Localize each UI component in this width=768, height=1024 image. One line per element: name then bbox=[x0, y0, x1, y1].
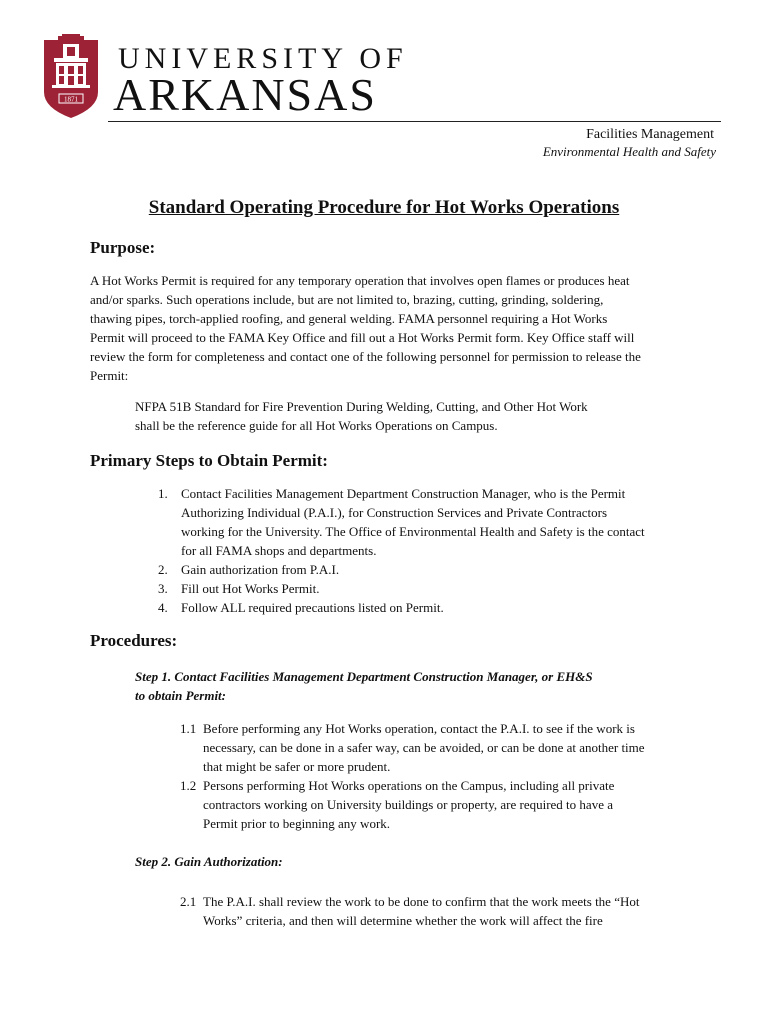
list-number: 3. bbox=[158, 581, 168, 596]
text-line: review the form for completeness and contact one of the following personnel for permission to release the bbox=[90, 349, 641, 364]
text-line: A Hot Works Permit is required for any temporary operation that involves open flames or produces heat bbox=[90, 273, 630, 288]
primary-steps-list bbox=[150, 484, 690, 617]
text-line: Works” criteria, and then will determine whether the work will affect the fire bbox=[203, 913, 603, 928]
list-number: 2. bbox=[158, 562, 168, 577]
logo-arkansas: ARKANSAS bbox=[113, 69, 377, 120]
text-line: working for the University. The Office of Environmental Health and Safety is the contact bbox=[181, 524, 645, 539]
header-rule bbox=[108, 121, 721, 122]
document-title: Standard Operating Procedure for Hot Works Operations bbox=[148, 197, 620, 218]
primary-steps-heading: Primary Steps to Obtain Permit: bbox=[90, 451, 328, 470]
step-2-list bbox=[180, 892, 700, 930]
list-number: 2.1 bbox=[180, 894, 197, 909]
list-item bbox=[180, 776, 700, 833]
text-line: Permit: bbox=[90, 368, 129, 383]
text-line: Authorizing Individual (P.A.I.), for Construction Services and Private Contractors bbox=[181, 505, 608, 520]
list-item bbox=[180, 719, 700, 776]
text-line: Gain authorization from P.A.I. bbox=[181, 562, 340, 577]
logo-university-of: UNIVERSITY OF bbox=[118, 42, 408, 75]
text-line: Contact Facilities Management Department Construction Manager, who is the Permit bbox=[181, 486, 626, 501]
step-1-heading bbox=[135, 667, 695, 705]
nfpa-reference-paragraph bbox=[135, 397, 655, 435]
text-line: necessary, can be done in a safer way, can be avoided, or can be done at another time bbox=[203, 740, 645, 755]
text-line: shall be the reference guide for all Hot Works Operations on Campus. bbox=[135, 418, 498, 433]
text-line: Before performing any Hot Works operation, contact the P.A.I. to see if the work is bbox=[203, 721, 635, 736]
text-line: Persons performing Hot Works operations on the Campus, including all private bbox=[203, 778, 615, 793]
list-item bbox=[150, 598, 690, 617]
list-number: 1. bbox=[158, 486, 168, 501]
text-line: Permit prior to beginning any work. bbox=[203, 816, 391, 831]
department-name: Facilities Management bbox=[586, 127, 714, 142]
text-line: Follow ALL required precautions listed on Permit. bbox=[181, 600, 444, 615]
list-item bbox=[150, 579, 690, 598]
text-line: to obtain Permit: bbox=[135, 688, 226, 703]
subdepartment-name: Environmental Health and Safety bbox=[542, 144, 716, 159]
purpose-paragraph bbox=[90, 271, 684, 385]
text-line: contractors working on University buildings or property, are required to have a bbox=[203, 797, 613, 812]
list-number: 1.1 bbox=[180, 721, 197, 736]
list-number: 1.2 bbox=[180, 778, 197, 793]
text-line: The P.A.I. shall review the work to be done to confirm that the work meets the “Hot bbox=[203, 894, 640, 909]
text-line: Permit will proceed to the FAMA Key Office and fill out a Hot Works Permit form. Key Office staff will bbox=[90, 330, 635, 345]
step-2-heading bbox=[135, 852, 695, 871]
text-line: and/or sparks. Such operations include, but are not limited to, brazing, cutting, grinding, soldering, bbox=[90, 292, 604, 307]
text-line: NFPA 51B Standard for Fire Prevention During Welding, Cutting, and Other Hot Work bbox=[135, 399, 588, 414]
seal-year: 1871 bbox=[64, 95, 78, 104]
text-line: Step 1. Contact Facilities Management Department Construction Manager, or EH&S bbox=[135, 669, 593, 684]
text-line: thawing pipes, torch-applied roofing, and general welding. FAMA personnel requiring a Hot Works bbox=[90, 311, 608, 326]
step-1-list bbox=[180, 719, 700, 833]
purpose-heading: Purpose: bbox=[90, 238, 156, 257]
list-item bbox=[150, 484, 690, 560]
procedures-heading: Procedures: bbox=[90, 631, 178, 650]
list-item bbox=[150, 560, 690, 579]
text-line: Fill out Hot Works Permit. bbox=[181, 581, 320, 596]
text-line: for all FAMA shops and departments. bbox=[181, 543, 377, 558]
text-line: Step 2. Gain Authorization: bbox=[135, 854, 283, 869]
list-number: 4. bbox=[158, 600, 168, 615]
text-line: that might be safer or more prudent. bbox=[203, 759, 391, 774]
list-item bbox=[180, 892, 700, 930]
university-seal-logo bbox=[42, 34, 100, 120]
